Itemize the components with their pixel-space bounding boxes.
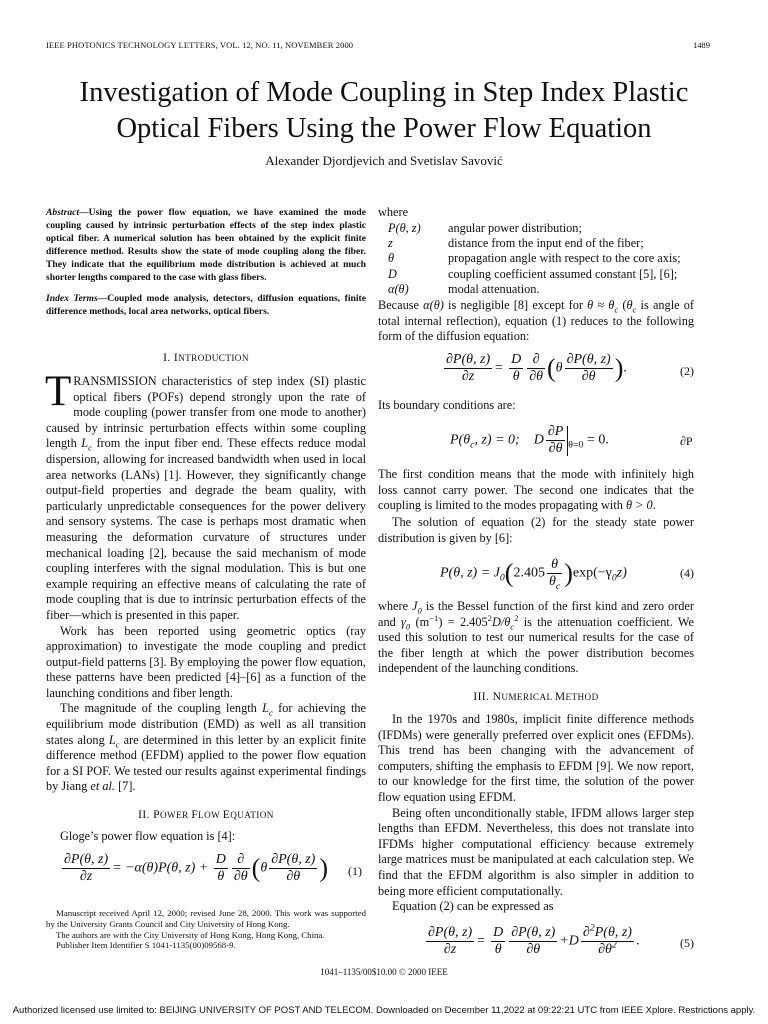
section-heading-introduction bbox=[46, 351, 366, 367]
dP-dtheta bbox=[509, 925, 557, 958]
J0-symbol: $J_0$ bbox=[412, 599, 422, 616]
alpha-symbol: α(θ) bbox=[423, 298, 444, 312]
equation-number-4: (4) bbox=[680, 566, 694, 580]
paper-title bbox=[30, 75, 738, 147]
D-symbol: D bbox=[533, 432, 544, 448]
text-run: Because bbox=[378, 298, 424, 312]
numerical-paragraph-1: In the 1970s and 1980s, implicit finite difference methods (IFDMs) were generally preferred over explicit ones (EFDMs). This trend has been changing with the advancement of computers, shifting the emphasis to EFDM [9]. We now report, to our knowledge for the first time, the solution of the power flow equation using EFDM. bbox=[378, 712, 694, 804]
section-cap: I bbox=[173, 352, 179, 364]
definition-text: coupling coefficient assumed constant [5], [6]; bbox=[448, 266, 678, 281]
eq1-middle: = −α(θ)P(θ, z) + bbox=[112, 860, 209, 876]
frac-num: D bbox=[493, 925, 504, 940]
introduction-body bbox=[45, 368, 367, 795]
partial-theta bbox=[527, 352, 545, 385]
open-paren: ( bbox=[547, 353, 556, 383]
numerical-method-body bbox=[378, 712, 694, 915]
theta: θ bbox=[260, 860, 268, 876]
index-terms bbox=[46, 292, 366, 318]
equation-5 bbox=[424, 922, 640, 958]
frac-den: θ bbox=[512, 369, 520, 384]
definition-symbol: P(θ, z) bbox=[388, 221, 421, 235]
coupling-length-symbol: $L_c$ bbox=[108, 732, 120, 750]
intro-p3-d: [7]. bbox=[115, 779, 136, 794]
frac-num: ∂P(θ, z) bbox=[428, 925, 473, 940]
equation-number-1: (1) bbox=[348, 864, 362, 878]
definition-symbol: α(θ) bbox=[388, 281, 409, 296]
frac-den: θ bbox=[217, 869, 225, 884]
section-cap: E bbox=[222, 809, 231, 821]
subscript-c: c bbox=[555, 580, 561, 592]
section-number: III. bbox=[473, 691, 493, 703]
section-cap: P bbox=[153, 809, 160, 821]
inner-fraction bbox=[565, 352, 613, 385]
exp-term: exp(−γ bbox=[572, 565, 612, 581]
period: . bbox=[635, 933, 640, 949]
abstract-text: —Using the power flow equation, we have examined the mode coupling caused by intrinsic perturbation effects of the step index plastic optical fiber. A numerical solution has been obtained by the explicit finite difference method. Results show the state of mode coupling along the fiber. They indicate that the equilibrium mode distribution is achieved at much shorter lengths compared to the case with glass fibers. bbox=[46, 207, 366, 283]
plus: + bbox=[559, 933, 569, 949]
frac-den: ∂z bbox=[443, 942, 457, 957]
frac-den bbox=[547, 574, 562, 590]
subscript-c: c bbox=[470, 439, 475, 451]
theta-c-symbol: $\theta_c$ bbox=[626, 298, 637, 315]
equation-number-5: (5) bbox=[680, 936, 694, 950]
frac-num: D bbox=[511, 352, 522, 367]
equation-number-3: ∂P bbox=[680, 434, 693, 448]
dPdz-fraction bbox=[426, 925, 474, 958]
section-rest: ETHOD bbox=[565, 692, 599, 702]
authorization-notice: Authorized licensed use limited to: BEIJING UNIVERSITY OF POST AND TELECOM. Downloaded on December 11,2022 at 09:22:21 UTC from IEEE Xplore. Restrictions apply. bbox=[12, 1005, 756, 1016]
frac-den: ∂θ bbox=[286, 869, 301, 884]
equation-3 bbox=[450, 424, 609, 457]
section-cap: M bbox=[554, 691, 566, 703]
footnote-1: Manuscript received April 12, 2000; revised June 28, 2000. This work was supported by the University Grants Council and City University of Hong Kong. bbox=[46, 908, 366, 929]
drop-cap: T bbox=[45, 368, 72, 415]
definition-text: angular power distribution; bbox=[448, 221, 582, 235]
section-cap: N bbox=[492, 691, 502, 703]
eq4-end: z) bbox=[616, 565, 627, 581]
text-run: ) = 2.405 bbox=[438, 614, 488, 629]
close-paren: ) bbox=[614, 353, 624, 383]
subscript-0: 0 bbox=[499, 572, 505, 584]
diffusion-intro-paragraph bbox=[378, 298, 694, 345]
symbol-definitions bbox=[378, 221, 694, 297]
intro-p1-a: RANSMISSION characteristics of step index (SI) plastic optical fibers (POFs) depend strongly upon the rate of mode coupling (power transfer from one mode to another) caused by intrinsic perturbation effects within some coupling length bbox=[46, 374, 366, 451]
eq3-end: = 0. bbox=[586, 432, 609, 448]
definition-text: modal attenuation. bbox=[448, 281, 540, 296]
close-paren: ) bbox=[564, 558, 573, 588]
partial: ∂ bbox=[582, 925, 590, 940]
D-symbol: D bbox=[568, 933, 579, 949]
frac-num: ∂P(θ, z) bbox=[271, 852, 316, 867]
section-rest: QUATION bbox=[230, 810, 274, 820]
section-number: I. bbox=[163, 352, 174, 364]
gamma0-symbol: $\gamma_0$ bbox=[401, 614, 411, 632]
frac-den: ∂θ bbox=[526, 942, 541, 957]
footnote-2: The authors are with the City University of Hong Kong, Hong Kong, China. bbox=[56, 929, 325, 940]
frac-den: ∂z bbox=[79, 869, 93, 884]
index-terms-label: Index Terms bbox=[46, 293, 98, 304]
open-paren: ( bbox=[251, 853, 261, 883]
theta-condition: θ > 0 bbox=[625, 498, 653, 513]
theta-approx: $\theta \approx \theta_c$ bbox=[587, 298, 619, 315]
subscript-0: 0 bbox=[611, 572, 617, 584]
equals: = bbox=[494, 360, 504, 376]
partial-theta bbox=[232, 852, 250, 885]
frac-num: ∂P(θ, z) bbox=[511, 925, 556, 940]
frac-den: θ bbox=[494, 942, 502, 957]
frac-num: θ bbox=[547, 557, 562, 574]
superscript-2: 2 bbox=[611, 939, 617, 951]
frac-num: ∂P(θ, z) bbox=[446, 352, 491, 367]
coupling-length-symbol: $L_c$ bbox=[81, 436, 92, 453]
boundary-explanation bbox=[378, 467, 694, 514]
section-rest: NTRODUCTION bbox=[178, 353, 249, 363]
frac-num: D bbox=[215, 852, 226, 867]
partial-theta: ∂θ bbox=[598, 942, 612, 957]
evaluation-subscript: θ=0 bbox=[568, 439, 584, 451]
definition-symbol: θ bbox=[388, 251, 395, 266]
equation-4 bbox=[440, 557, 627, 590]
definition-row bbox=[378, 236, 681, 251]
eq3-P: P(θ bbox=[450, 432, 471, 448]
index-terms-text: —Coupled mode analysis, detectors, diffusion equations, finite difference methods, local area networks, optical fibers. bbox=[46, 293, 366, 317]
dPdz-fraction bbox=[62, 852, 110, 885]
section-heading-numerical-method bbox=[378, 690, 694, 706]
solution-intro: The solution of equation (2) for the steady state power distribution is given by [6]: bbox=[378, 515, 694, 545]
dP-dtheta bbox=[546, 424, 565, 457]
definition-text: distance from the input end of the fiber; bbox=[448, 236, 644, 251]
theta-over-theta-c bbox=[547, 557, 562, 590]
close-paren: ) bbox=[319, 853, 328, 883]
frac-den: ∂θ bbox=[581, 369, 596, 384]
numerical-paragraph-2: Being often unconditionally stable, IFDM allows larger step lengths than EFDM. Nevertheless, this does not translate into IFDMs higher computational efficiency because extremely large matrices must be manipulated at each calculation step. We find that the EFDM algorithm is also simpler in addition to being more efficient computationally. bbox=[378, 805, 694, 898]
intro-paragraph-3 bbox=[46, 701, 366, 795]
definition-row bbox=[378, 221, 681, 236]
theta: θ bbox=[555, 360, 563, 376]
intro-p3-a: The magnitude of the coupling length bbox=[60, 701, 263, 716]
copyright-line: 1041–1135/00$10.00 © 2000 IEEE bbox=[320, 967, 448, 977]
frac-den: ∂θ bbox=[529, 369, 543, 384]
section-rest: UMERICAL bbox=[501, 692, 555, 702]
frac-den: ∂z bbox=[461, 369, 475, 384]
power-flow-intro: Gloge’s power flow equation is [4]: bbox=[60, 829, 236, 843]
eq3-rest: , z) = 0; bbox=[474, 432, 520, 448]
frac-num bbox=[581, 922, 634, 942]
frac-den: ∂θ bbox=[548, 441, 563, 456]
text-run: ( bbox=[618, 298, 627, 312]
definition-symbol: D bbox=[388, 266, 397, 281]
footnote bbox=[46, 908, 366, 951]
boundary-intro: Its boundary conditions are: bbox=[378, 398, 516, 412]
section-heading-power-flow bbox=[46, 808, 366, 824]
definitions-table bbox=[378, 221, 681, 297]
equation-2 bbox=[442, 352, 627, 385]
bessel-explanation: where $J_0$ is the Bessel function of the first kind and zero order and $\gamma_0$ $(m^{-1}) = 2.405^2D/\theta_c^2$ is the attenuation coefficient. We used this solution to test our numerical results for the case of the fiber length at which the power distribution becomes independent of the launching conditions. bbox=[378, 599, 694, 676]
D-over-theta bbox=[509, 352, 523, 385]
text-run: is angle of total internal reflection), equation (1) reduces to the following form of the diffusion equation: bbox=[378, 298, 695, 344]
intro-paragraph-1 bbox=[45, 368, 367, 624]
D-over-theta bbox=[214, 852, 228, 885]
section-cap: F bbox=[191, 809, 199, 821]
text-run: is negligible [8] except for bbox=[443, 298, 588, 312]
theta-approx-text: θ ≈ θ bbox=[587, 298, 615, 312]
section-rest: LOW bbox=[198, 810, 223, 820]
intro-p3-c: are determined in this letter by an explicit finite difference method (EFDM) applied to the power flow equation for a SI POF. We tested our results against experimental findings by Jiang bbox=[46, 732, 366, 794]
dPdz-fraction bbox=[444, 352, 492, 385]
frac-num: ∂P(θ, z) bbox=[64, 852, 109, 867]
definition-text: propagation angle with respect to the core axis; bbox=[448, 251, 681, 266]
intro-paragraph-2: Work has been reported using geometric optics (ray approximation) to investigate the mode coupling and predict output-field patterns [3]. By employing the power flow equation, these patterns have been predicted [4]–[6] as a function of the launching conditions and fiber length. bbox=[46, 623, 366, 700]
definition-row bbox=[378, 282, 681, 297]
where-label: where bbox=[378, 205, 409, 219]
theta: θ bbox=[548, 574, 556, 589]
open-paren: ( bbox=[504, 558, 514, 588]
coupling-length-symbol: $L_c$ bbox=[262, 701, 273, 718]
frac-num: ∂P(θ, z) bbox=[566, 352, 611, 367]
text-run: is the attenuation coefficient. We used this solution to test our numerical results for the case of the fiber length at which the power distribution becomes independent of the launching conditions. bbox=[378, 614, 694, 676]
authors: Alexander Djordjevich and Svetislav Savović bbox=[265, 153, 503, 168]
et-al: et al. bbox=[90, 779, 115, 794]
frac-den bbox=[581, 939, 634, 958]
D-over-theta bbox=[491, 925, 505, 958]
journal-header: IEEE PHOTONICS TECHNOLOGY LETTERS, VOL. 12, NO. 11, NOVEMBER 2000 bbox=[46, 40, 354, 50]
intro-p1-b: from the input fiber end. These effects reduce modal dispersion, allowing for increased bandwidth when used in local area networks (LANs) [1]. However, they significantly change output-field properties and degrade the beam quality, with particularly unpredictable consequences for the power delivery and sensory systems. The case is perhaps most dramatic when measuring the deformation curvature of structures under mechanical loading [2], because the said mechanism of mode coupling interferes with the signal modulation. This is but one example requiring an effective means of calculating the rate of mode coupling that is due to intrinsic perturbation effects of the fiber—which is presented in this paper. bbox=[46, 436, 367, 622]
inner-fraction bbox=[269, 852, 317, 885]
D-over-theta-c: D/θ bbox=[491, 614, 511, 629]
definition-row bbox=[378, 251, 681, 266]
title-line-1: Investigation of Mode Coupling in Step Index Plastic bbox=[79, 77, 689, 108]
text-run: where bbox=[378, 599, 413, 613]
section-rest: OWER bbox=[159, 810, 192, 820]
text-run: is the Bessel function of the first kind and zero order and bbox=[378, 599, 694, 629]
constant-2405: 2.405 bbox=[513, 565, 545, 581]
equation-number-2: (2) bbox=[680, 364, 694, 378]
intro-p3-b: for achieving the equilibrium mode distribution (EMD) as well as all transition states along bbox=[46, 701, 366, 747]
eq4-left: P(θ, z) = J bbox=[440, 565, 500, 581]
frac-num: ∂ bbox=[527, 352, 545, 369]
second-derivative bbox=[581, 922, 634, 958]
abstract bbox=[46, 206, 366, 284]
text-run: (m bbox=[410, 614, 430, 629]
P-theta-z: P(θ, z) bbox=[594, 925, 632, 940]
definition-symbol: z bbox=[388, 236, 393, 251]
equation-1 bbox=[60, 852, 328, 885]
frac-den: ∂θ bbox=[233, 869, 248, 884]
footnote-3: Publisher Item Identifier S 1041-1135(00)09568-9. bbox=[56, 940, 236, 951]
superscript-2: 2 bbox=[589, 922, 595, 934]
definition-row bbox=[378, 267, 681, 282]
equals: = bbox=[476, 933, 486, 949]
section-number: II. bbox=[138, 809, 154, 821]
frac-num: ∂P bbox=[547, 424, 564, 439]
title-line-2: Optical Fibers Using the Power Flow Equation bbox=[116, 113, 652, 144]
abstract-label: Abstract bbox=[46, 207, 80, 218]
frac-num: ∂ bbox=[232, 852, 250, 869]
text-run: . bbox=[652, 498, 656, 513]
numerical-paragraph-3: Equation (2) can be expressed as bbox=[392, 899, 554, 914]
period: . bbox=[623, 360, 627, 376]
page-number: 1489 bbox=[693, 40, 710, 50]
text-run: The first condition means that the mode with infinitely high loss cannot carry power. The second one indicates that the coupling is limited to the modes propagating with bbox=[378, 467, 694, 513]
